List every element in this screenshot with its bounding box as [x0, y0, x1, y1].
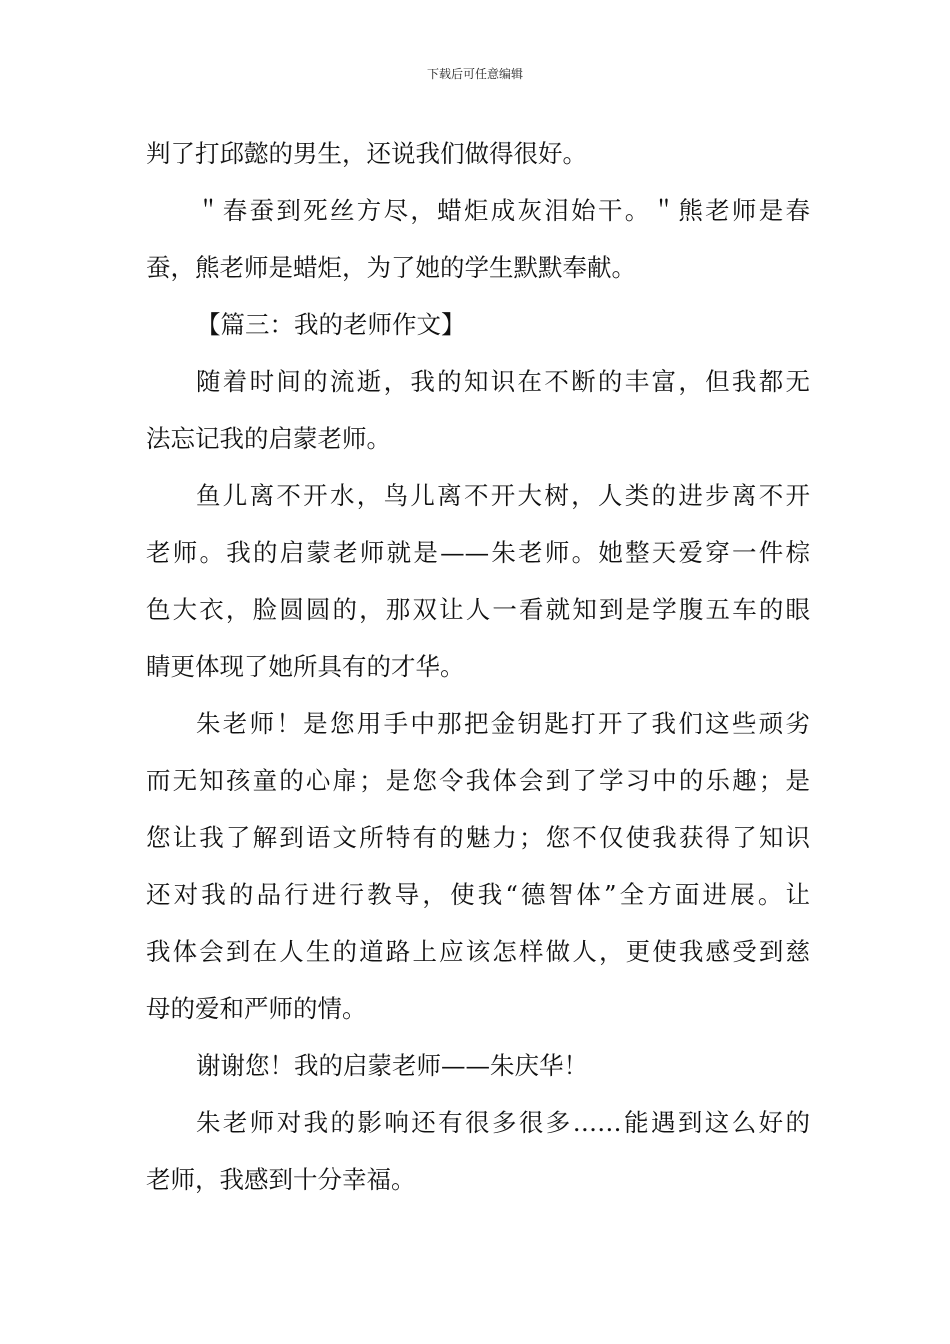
text-line: 朱老师对我的影响还有很多很多……能遇到这么好的 — [196, 1108, 810, 1137]
text-line: 还对我的品行进行教导，使我“德智体”全方面进展。让 — [146, 880, 810, 909]
text-line: 睛更体现了她所具有的才华。 — [146, 652, 465, 681]
text-line: 我体会到在人生的道路上应该怎样做人，更使我感受到慈 — [146, 937, 810, 966]
text-line: 母的爱和严师的情。 — [146, 994, 367, 1023]
text-line: 蚕，熊老师是蜡炬，为了她的学生默默奉献。 — [146, 253, 636, 282]
text-line: 色大衣，脸圆圆的，那双让人一看就知到是学腹五车的眼 — [146, 595, 810, 624]
text-line: 老师，我感到十分幸福。 — [146, 1165, 416, 1194]
text-line: 谢谢您！我的启蒙老师——朱庆华！ — [196, 1051, 588, 1080]
text-line: 老师。我的启蒙老师就是——朱老师。她整天爱穿一件棕 — [146, 538, 810, 567]
text-line: 随着时间的流逝，我的知识在不断的丰富，但我都无 — [196, 367, 810, 396]
text-line: 而无知孩童的心扉；是您令我体会到了学习中的乐趣；是 — [146, 766, 810, 795]
text-line: ＂春蚕到死丝方尽，蜡炬成灰泪始干。＂熊老师是春 — [196, 196, 810, 225]
text-line: 朱老师！是您用手中那把金钥匙打开了我们这些顽劣 — [196, 709, 810, 738]
text-line: 法忘记我的启蒙老师。 — [146, 424, 391, 453]
text-line: 判了打邱懿的男生，还说我们做得很好。 — [146, 139, 587, 168]
text-line: 您让我了解到语文所特有的魅力；您不仅使我获得了知识 — [146, 823, 810, 852]
text-line: 鱼儿离不开水，鸟儿离不开大树，人类的进步离不开 — [196, 481, 810, 510]
document-body — [146, 125, 810, 1208]
page-header: 下载后可任意编辑 — [426, 67, 523, 81]
section-heading: 【篇三：我的老师作文】 — [196, 310, 466, 339]
